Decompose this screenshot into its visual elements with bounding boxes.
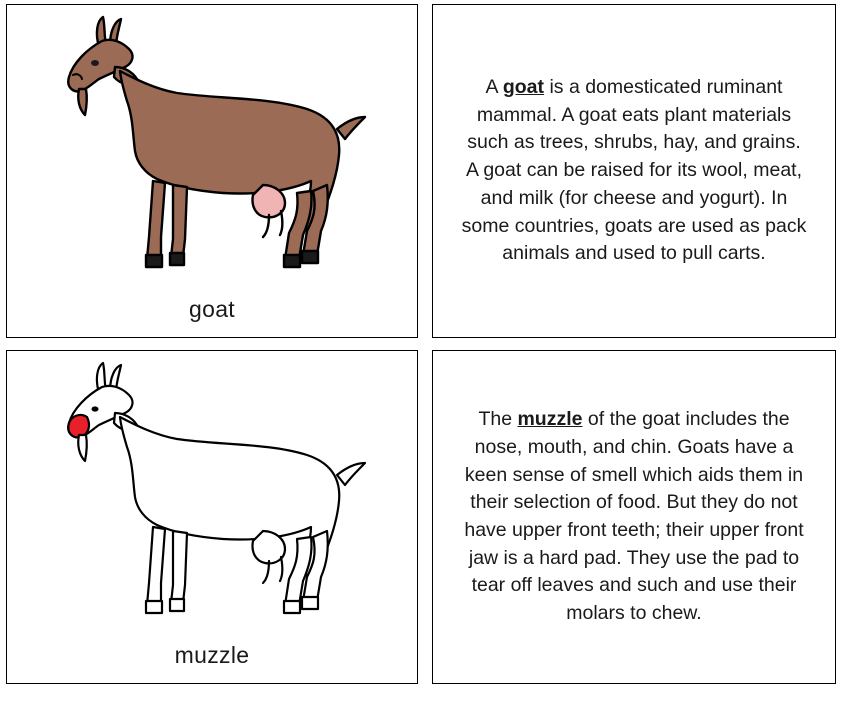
paragraph-term: muzzle (517, 408, 583, 431)
paragraph-body: of the goat includes the nose, mouth, and chin. Goats have a keen sense of smell which aids them in their selection of food. But they do not have upper front teeth; their upper front jaw is a hard pad. They use the pad to tear off leaves and such and use their molars to chew. (464, 408, 804, 625)
picture-card-label: muzzle (174, 642, 250, 668)
picture-card-muzzle[interactable] (6, 350, 418, 684)
goat-illustration-muzzle-highlighted (7, 351, 417, 619)
card-paragraph (433, 74, 835, 268)
card-row-goat (6, 4, 838, 340)
card-paragraph (433, 406, 835, 628)
picture-card-label: goat (189, 296, 235, 322)
paragraph-lead: A (485, 76, 503, 99)
text-card-goat[interactable] (432, 4, 836, 338)
paragraph-term: goat (502, 76, 545, 99)
paragraph-lead: The (478, 408, 518, 431)
paragraph-body: is a domesticated ruminant mammal. A goat eats plant materials such as trees, shrubs, hay, and grains. A goat can be raised for its wool, meat, and milk (for cheese and yogurt). In some countries, goats are used as pack animals and used to pull carts. (461, 76, 807, 265)
card-row-muzzle (6, 350, 838, 686)
text-card-muzzle[interactable] (432, 350, 836, 684)
goat-illustration-full-color (7, 5, 417, 273)
picture-card-goat[interactable] (6, 4, 418, 338)
